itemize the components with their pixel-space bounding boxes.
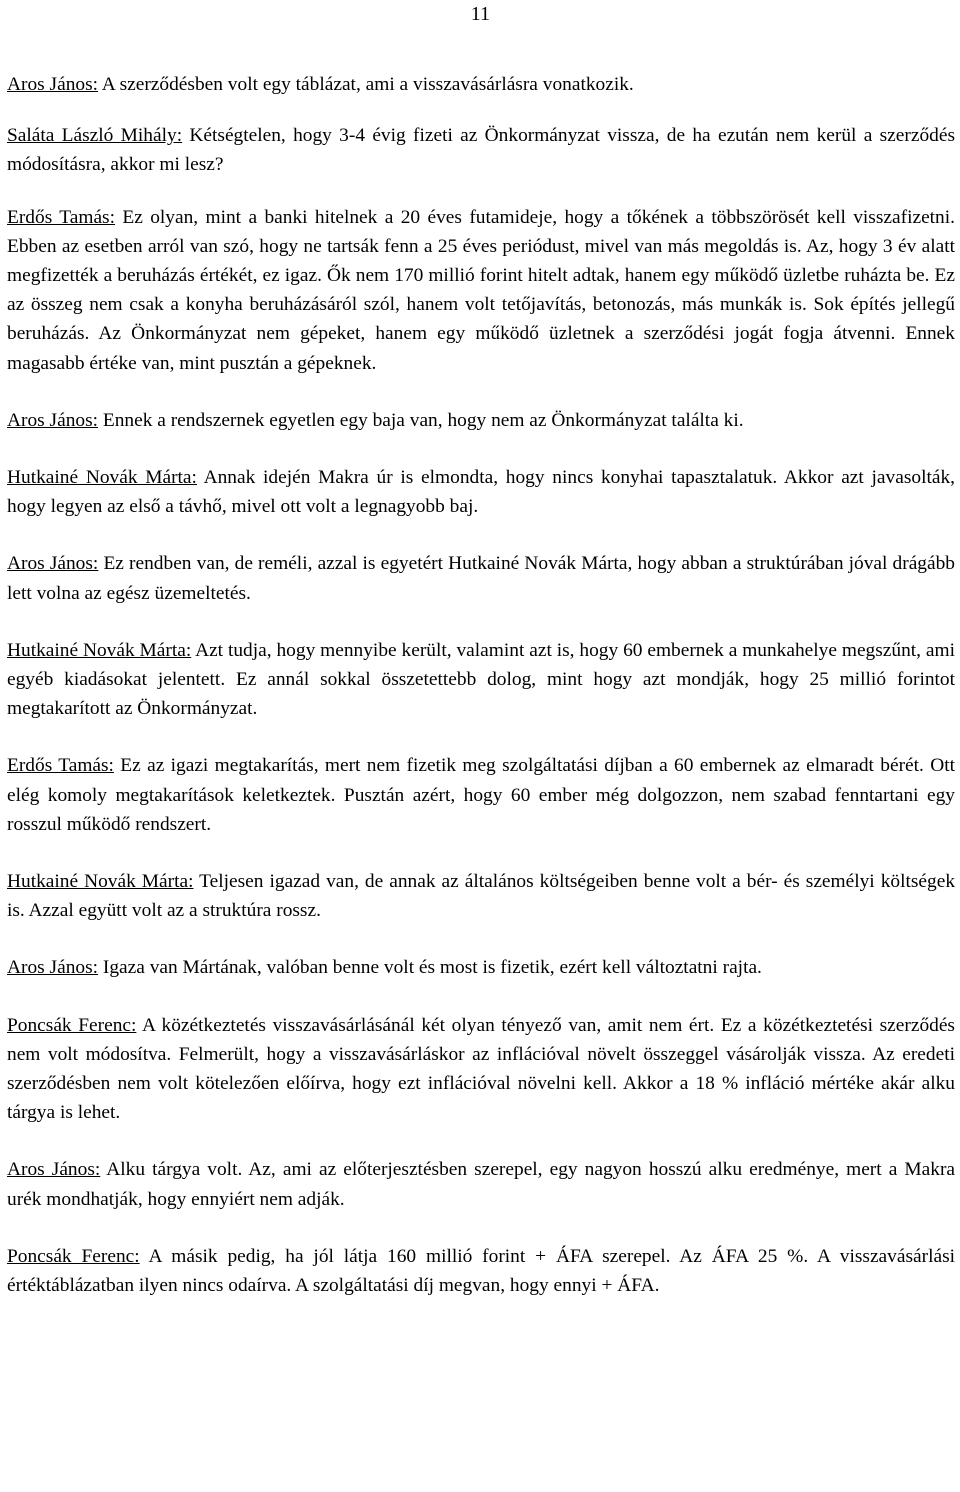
speaker-name: Hutkainé Novák Márta: (7, 871, 194, 893)
paragraph-text: Teljesen igazad van, de annak az általános költségeiben benne volt a bér- és személyi költségek is. Azzal együtt volt az a struktúra rossz. (7, 871, 956, 922)
speaker-name: Aros János: (7, 1159, 101, 1181)
paragraph (7, 953, 955, 982)
paragraph (7, 1242, 955, 1300)
paragraph-text: Alku tárgya volt. Az, ami az előterjesztésben szerepel, egy nagyon hosszú alku eredménye, mert a Makra urék mondhatják, hogy ennyiért nem adják. (7, 1159, 956, 1210)
speaker-name: Poncsák Ferenc: (7, 1014, 137, 1036)
speaker-name: Erdős Tamás: (7, 755, 114, 777)
speaker-name: Hutkainé Novák Márta: (7, 467, 197, 489)
paragraph-text: Annak idején Makra úr is elmondta, hogy nincs konyhai tapasztalatuk. Akkor azt javasolták, hogy legyen az első a távhő, mivel ott volt a legnagyobb baj. (7, 467, 955, 518)
speaker-name: Saláta László Mihály: (7, 125, 183, 147)
paragraph (7, 121, 955, 179)
paragraph (7, 1011, 955, 1128)
speaker-name: Aros János: (7, 409, 99, 431)
speaker-name: Aros János: (7, 957, 99, 979)
paragraph (7, 70, 955, 99)
document-body (7, 70, 955, 1328)
paragraph (7, 406, 955, 435)
paragraph-text: Ennek a rendszernek egyetlen egy baja van, hogy nem az Önkormányzat találta ki. (98, 409, 744, 431)
paragraph-text: Kétségtelen, hogy 3-4 évig fizeti az Önkormányzat vissza, de ha ezután nem kerül a szerződés módosításra, akkor mi lesz? (7, 125, 955, 176)
paragraph (7, 203, 955, 378)
paragraph-text: Azt tudja, hogy mennyibe került, valamint azt is, hogy 60 embernek a munkahelye megszűnt, ami egyéb kiadásokat jelentett. Ez annál sokkal összetettebb dolog, mint hogy azt mondják, hogy 25 millió forintot megtakarított az Önkormányzat. (7, 639, 955, 720)
paragraph-text: A másik pedig, ha jól látja 160 millió forint + ÁFA szerepel. Az ÁFA 25 %. A visszavásárlási értéktáblázatban ilyen nincs odaírva. A szolgáltatási díj megvan, hogy ennyi + ÁFA. (7, 1245, 955, 1297)
paragraph-text: A közétkeztetés visszavásárlásánál két olyan tényező van, amit nem ért. Ez a közétkeztetési szerződés nem volt módosítva. Felmerült, hogy a visszavásárláskor az inflációval növelt összeggel vásárolják vissza. Az eredeti szerződésben nem volt kötelezően előírva, hogy ezt inflációval növelni kell. Akkor a 18 % infláció mértéke akár alku tárgya is lehet. (7, 1014, 955, 1124)
paragraph-text: Ez olyan, mint a banki hitelnek a 20 éves futamideje, hogy a tőkének a többszörösét kell visszafizetni. Ebben az esetben arról van szó, hogy ne tartsák fenn a 25 éves periódust, mivel van más megoldás is. Az, hogy 3 év alatt megfizették a beruházás értékét, ez igaz. Ők nem 170 millió forint hitelt adtak, hanem egy működő üzletbe ruházta be. Ez az összeg nem csak a konyha beruházásáról szól, hanem volt tetőjavítás, betonozás, más munkák is. Sok építés jellegű beruházás. Az Önkormányzat nem gépeket, hanem egy működő üzletnek a szerződési jogát fogja átvenni. Ennek magasabb értéke van, mint pusztán a gépeknek. (7, 206, 955, 374)
speaker-name: Erdős Tamás: (7, 206, 115, 228)
paragraph-text: Ez az igazi megtakarítás, mert nem fizetik meg szolgáltatási díjban a 60 embernek az elmaradt bérét. Ott elég komoly megtakarítások keletkeztek. Pusztán azért, hogy 60 ember még dolgozzon, nem szabad fenntartani egy rosszul működő rendszert. (7, 755, 955, 835)
paragraph-text: Ez rendben van, de reméli, azzal is egyetért Hutkainé Novák Márta, hogy abban a struktúrában jóval drágább lett volna az egész üzemeltetés. (7, 553, 956, 604)
speaker-name: Aros János: (7, 74, 99, 95)
paragraph (7, 549, 955, 607)
paragraph (7, 751, 955, 839)
paragraph (7, 636, 955, 724)
page-number: 11 (470, 3, 490, 25)
speaker-name: Hutkainé Novák Márta: (7, 639, 192, 661)
speaker-name: Aros János: (7, 553, 99, 575)
paragraph (7, 867, 955, 925)
paragraph-text: Igaza van Mártának, valóban benne volt és most is fizetik, ezért kell változtatni rajta. (98, 957, 762, 979)
paragraph (7, 463, 955, 521)
speaker-name: Poncsák Ferenc: (7, 1245, 140, 1267)
paragraph (7, 1155, 955, 1213)
paragraph-text: A szerződésben volt egy táblázat, ami a visszavásárlásra vonatkozik. (98, 74, 634, 95)
